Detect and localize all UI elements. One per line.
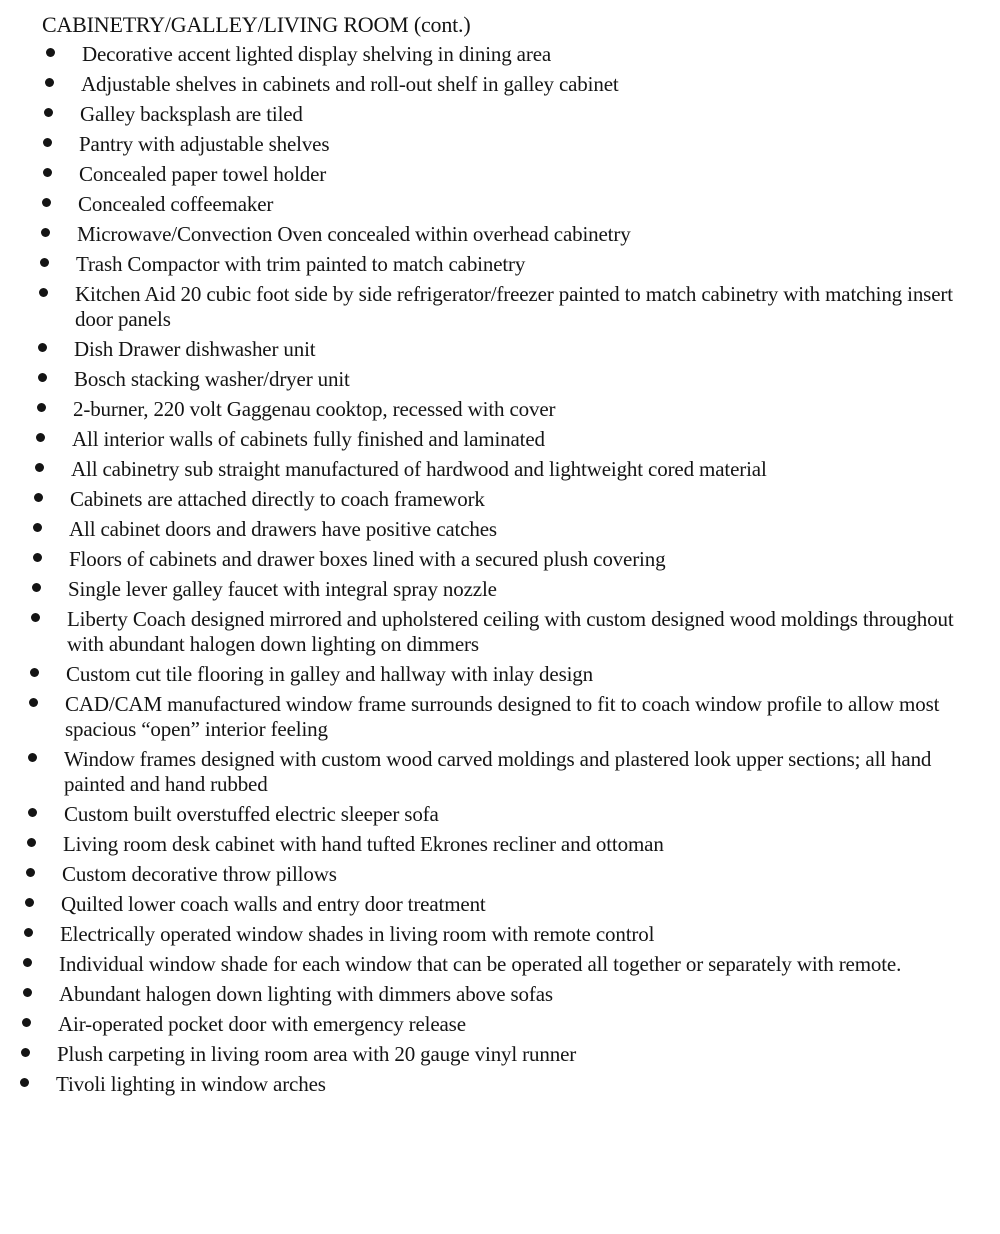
list-item-text: Tivoli lighting in window arches (56, 1072, 326, 1096)
list-item-text: Custom cut tile flooring in galley and hallway with inlay design (66, 662, 593, 686)
bullet-icon (28, 753, 37, 762)
list-item (0, 487, 1000, 517)
bullet-icon (27, 838, 36, 847)
bullet-icon (44, 108, 53, 117)
list-item-text: Single lever galley faucet with integral spray nozzle (68, 577, 497, 601)
list-item-text: Microwave/Convection Oven concealed within overhead cabinetry (77, 222, 631, 246)
bullet-icon (45, 78, 54, 87)
list-item (0, 862, 1000, 892)
bullet-icon (23, 988, 32, 997)
feature-list (0, 42, 1000, 1102)
bullet-icon (33, 523, 42, 532)
list-item (0, 337, 1000, 367)
list-item-text: Galley backsplash are tiled (80, 102, 303, 126)
bullet-icon (43, 138, 52, 147)
list-item (0, 282, 1000, 337)
bullet-icon (20, 1078, 29, 1087)
bullet-icon (37, 403, 46, 412)
list-item-text: Adjustable shelves in cabinets and roll-out shelf in galley cabinet (81, 72, 619, 96)
list-item (0, 397, 1000, 427)
list-item (0, 747, 1000, 802)
bullet-icon (42, 198, 51, 207)
list-item-text: Kitchen Aid 20 cubic foot side by side refrigerator/freezer painted to match cabinetry with matching insert door panels (75, 282, 953, 331)
list-item-text: Floors of cabinets and drawer boxes lined with a secured plush covering (69, 547, 666, 571)
list-item (0, 427, 1000, 457)
list-item (0, 802, 1000, 832)
bullet-icon (23, 958, 32, 967)
list-item-text: 2-burner, 220 volt Gaggenau cooktop, recessed with cover (73, 397, 556, 421)
list-item (0, 192, 1000, 222)
list-item (0, 367, 1000, 397)
list-item (0, 692, 1000, 747)
list-item (0, 832, 1000, 862)
list-item-text: Dish Drawer dishwasher unit (74, 337, 316, 361)
list-item-text: Custom decorative throw pillows (62, 862, 337, 886)
list-item-text: Custom built overstuffed electric sleeper sofa (64, 802, 439, 826)
list-item (0, 952, 1000, 982)
bullet-icon (30, 668, 39, 677)
list-item (0, 102, 1000, 132)
list-item (0, 162, 1000, 192)
list-item (0, 982, 1000, 1012)
bullet-icon (25, 898, 34, 907)
list-item (0, 457, 1000, 487)
list-item (0, 132, 1000, 162)
bullet-icon (28, 808, 37, 817)
list-item-text: Air-operated pocket door with emergency release (58, 1012, 466, 1036)
list-item-text: Plush carpeting in living room area with 20 gauge vinyl runner (57, 1042, 577, 1066)
bullet-icon (24, 928, 33, 937)
list-item-text: CAD/CAM manufactured window frame surrounds designed to fit to coach window profile to allow most spacious “open” interior feeling (65, 692, 940, 741)
bullet-icon (29, 698, 38, 707)
list-item-text: Abundant halogen down lighting with dimmers above sofas (59, 982, 553, 1006)
list-item-text: Electrically operated window shades in living room with remote control (60, 922, 655, 946)
list-item (0, 577, 1000, 607)
bullet-icon (21, 1048, 30, 1057)
bullet-icon (32, 583, 41, 592)
bullet-icon (43, 168, 52, 177)
list-item-text: Pantry with adjustable shelves (79, 132, 330, 156)
bullet-icon (46, 48, 55, 57)
list-item (0, 892, 1000, 922)
bullet-icon (38, 373, 47, 382)
bullet-icon (22, 1018, 31, 1027)
list-item-text: Quilted lower coach walls and entry door treatment (61, 892, 486, 916)
bullet-icon (31, 613, 40, 622)
list-item (0, 42, 1000, 72)
list-item (0, 547, 1000, 577)
bullet-icon (39, 288, 48, 297)
list-item (0, 252, 1000, 282)
list-item-text: Cabinets are attached directly to coach framework (70, 487, 485, 511)
bullet-icon (40, 258, 49, 267)
bullet-icon (33, 553, 42, 562)
list-item-text: All cabinet doors and drawers have positive catches (69, 517, 497, 541)
list-item-text: Window frames designed with custom wood carved moldings and plastered look upper sections; all hand painted and hand rubbed (64, 747, 932, 796)
list-item (0, 222, 1000, 252)
list-item-text: Trash Compactor with trim painted to match cabinetry (76, 252, 526, 276)
list-item (0, 1072, 1000, 1102)
list-item-text: Living room desk cabinet with hand tufted Ekrones recliner and ottoman (63, 832, 664, 856)
bullet-icon (36, 433, 45, 442)
list-item (0, 72, 1000, 102)
list-item (0, 1042, 1000, 1072)
bullet-icon (38, 343, 47, 352)
bullet-icon (26, 868, 35, 877)
list-item-text: Liberty Coach designed mirrored and upholstered ceiling with custom designed wood moldings throughout with abundant halogen down lighting on dimmers (67, 607, 954, 656)
list-item-text: All cabinetry sub straight manufactured of hardwood and lightweight cored material (71, 457, 767, 481)
list-item-text: Concealed coffeemaker (78, 192, 274, 216)
list-item (0, 1012, 1000, 1042)
list-item-text: All interior walls of cabinets fully finished and laminated (72, 427, 545, 451)
section-heading: CABINETRY/GALLEY/LIVING ROOM (cont.) (42, 12, 471, 37)
list-item (0, 662, 1000, 692)
bullet-icon (35, 463, 44, 472)
list-item-text: Decorative accent lighted display shelving in dining area (82, 42, 552, 66)
list-item (0, 922, 1000, 952)
list-item-text: Individual window shade for each window that can be operated all together or separately with remote. (59, 952, 902, 976)
list-item-text: Bosch stacking washer/dryer unit (74, 367, 350, 391)
bullet-icon (34, 493, 43, 502)
list-item (0, 607, 1000, 662)
bullet-icon (41, 228, 50, 237)
list-item-text: Concealed paper towel holder (79, 162, 327, 186)
list-item (0, 517, 1000, 547)
